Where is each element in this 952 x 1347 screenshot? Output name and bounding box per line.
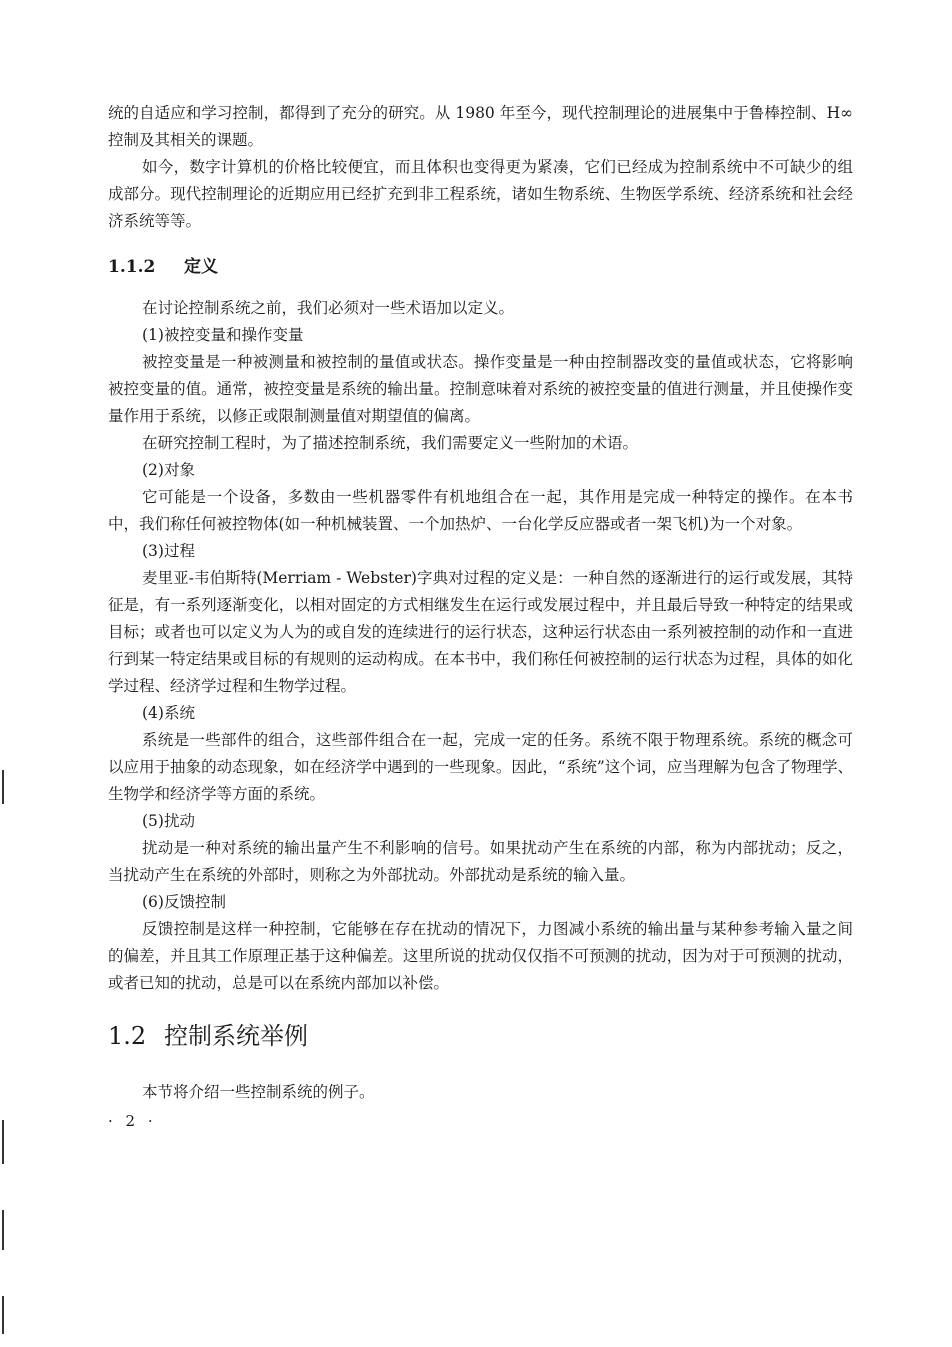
paragraph: 如今，数字计算机的价格比较便宜，而且体积也变得更为紧凑，它们已经成为控制系统中不可缺少的组成部分。现代控制理论的近期应用已经扩充到非工程系统，诸如生物系统、生物医学系统、经济系统和社会经济系统等等。 xyxy=(108,158,853,230)
term-paragraph: 扰动是一种对系统的输出量产生不利影响的信号。如果扰动产生在系统的内部，称为内部扰动；反之，当扰动产生在系统的外部时，则称之为外部扰动。外部扰动是系统的输入量。 xyxy=(108,839,853,884)
section-number: 1.1.2 xyxy=(108,257,156,277)
page-number: · 2 · xyxy=(108,1112,157,1130)
term-paragraph: 系统是一些部件的组合，这些部件组合在一起，完成一定的任务。系统不限于物理系统。系统的概念可以应用于抽象的动态现象，如在经济学中遇到的一些现象。因此，“系统”这个词，应当理解为包含了物理学、生物学和经济学等方面的系统。 xyxy=(108,731,853,803)
term-label: (2)对象 xyxy=(142,461,195,479)
term-label: (4)系统 xyxy=(142,704,195,722)
closing-paragraph: 本节将介绍一些控制系统的例子。 xyxy=(142,1083,375,1101)
text-column xyxy=(108,100,853,1130)
scan-edge-mark xyxy=(2,1210,4,1250)
scan-edge-mark xyxy=(2,1120,4,1164)
section-heading-1-1-2 xyxy=(108,253,853,281)
scan-edge-mark xyxy=(2,770,4,804)
section-number: 1.2 xyxy=(108,1022,147,1050)
term-paragraph: 反馈控制是这样一种控制，它能够在存在扰动的情况下，力图减小系统的输出量与某种参考输入量之间的偏差，并且其工作原理正基于这种偏差。这里所说的扰动仅仅指不可预测的扰动，因为对于可预测的扰动，或者已知的扰动，总是可以在系统内部加以补偿。 xyxy=(108,920,853,992)
term-paragraph: 在研究控制工程时，为了描述控制系统，我们需要定义一些附加的术语。 xyxy=(142,434,639,452)
section-title: 定义 xyxy=(184,257,218,277)
term-label: (5)扰动 xyxy=(142,812,195,830)
term-label: (1)被控变量和操作变量 xyxy=(142,326,304,344)
term-paragraph: 它可能是一个设备，多数由一些机器零件有机地组合在一起，其作用是完成一种特定的操作。在本书中，我们称任何被控物体(如一种机械装置、一个加热炉、一台化学反应器或者一架飞机)为一个对象。 xyxy=(108,488,853,533)
section-heading-1-2 xyxy=(108,1019,853,1053)
intro-paragraph: 在讨论控制系统之前，我们必须对一些术语加以定义。 xyxy=(142,299,515,317)
term-label: (3)过程 xyxy=(142,542,195,560)
scan-edge-mark xyxy=(2,1296,4,1334)
term-paragraph: 被控变量是一种被测量和被控制的量值或状态。操作变量是一种由控制器改变的量值或状态，它将影响被控变量的值。通常，被控变量是系统的输出量。控制意味着对系统的被控变量的值进行测量，并且使操作变量作用于系统，以修正或限制测量值对期望值的偏离。 xyxy=(108,353,853,425)
section-title: 控制系统举例 xyxy=(164,1022,308,1050)
paragraph-continuation: 统的自适应和学习控制，都得到了充分的研究。从 1980 年至今，现代控制理论的进展集中于鲁棒控制、H∞ 控制及其相关的课题。 xyxy=(108,104,853,149)
term-label: (6)反馈控制 xyxy=(142,893,226,911)
term-paragraph: 麦里亚-韦伯斯特(Merriam - Webster)字典对过程的定义是：一种自然的逐渐进行的运行或发展，其特征是，有一系列逐渐变化，以相对固定的方式相继发生在运行或发展过程中，并且最后导致一种特定的结果或目标；或者也可以定义为人为的或自发的连续进行的运行状态，这种运行状态由一系列被控制的动作和一直进行到某一特定结果或目标的有规则的运动构成。在本书中，我们称任何被控制的运行状态为过程，具体的如化学过程、经济学过程和生物学过程。 xyxy=(108,569,853,695)
